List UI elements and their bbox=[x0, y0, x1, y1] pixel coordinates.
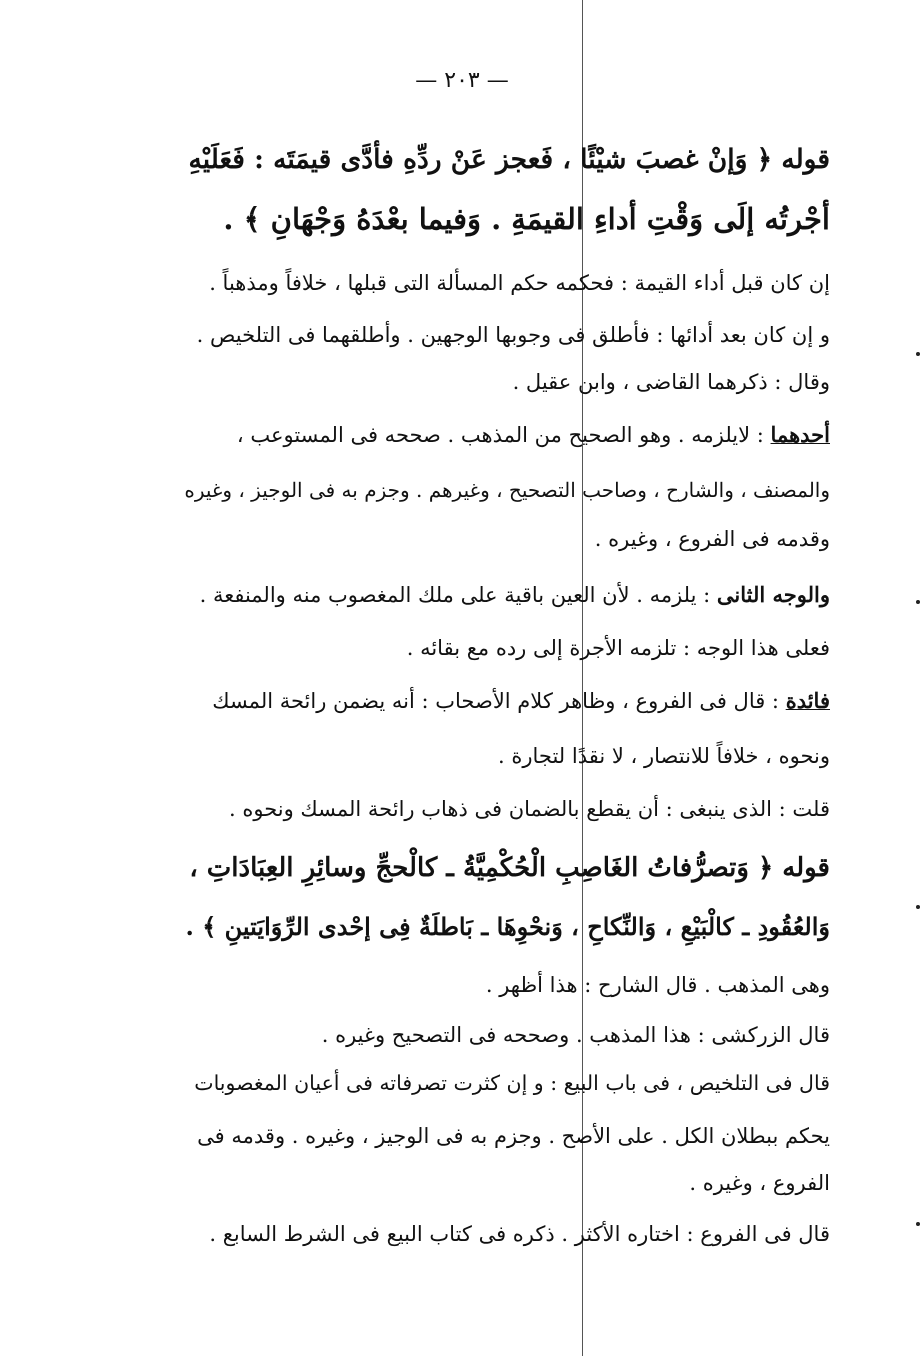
text-line bbox=[237, 420, 830, 450]
text-line bbox=[498, 741, 830, 771]
line-text: قال فى التلخيص ، فى باب البيع : و إن كثرت تصرفاته فى أعيان المغصوبات bbox=[194, 1071, 830, 1095]
line-text: وهى المذهب . قال الشارح : هذا أظهر . bbox=[485, 973, 830, 997]
line-text: : يلزمه . لأن العين باقية على ملك المغصوب منه والمنفعة . bbox=[199, 583, 717, 607]
margin-dot bbox=[916, 905, 920, 909]
line-text: : لايلزمه . وهو الصحيح من المذهب . صححه فى المستوعب ، bbox=[236, 423, 771, 447]
margin-dot bbox=[916, 1222, 920, 1226]
text-line bbox=[197, 1121, 830, 1151]
text-line bbox=[188, 140, 830, 180]
line-lead: فائدة bbox=[785, 688, 830, 713]
text-line bbox=[212, 686, 830, 716]
line-text: قال الزركشى : هذا المذهب . وصححه فى التصحيح وغيره . bbox=[321, 1023, 830, 1047]
line-text: يحكم ببطلان الكل . على الأصح . وجزم به فى الوجيز ، وغيره . وقدمه فى bbox=[197, 1124, 830, 1148]
line-text: قال فى الفروع : اختاره الأكثر . ذكره فى كتاب البيع فى الشرط السابع . bbox=[209, 1222, 830, 1246]
text-line bbox=[322, 1020, 830, 1050]
line-text: وقدمه فى الفروع ، وغيره . bbox=[594, 527, 830, 551]
line-text: فعلى هذا الوجه : تلزمه الأجرة إلى رده مع بقائه . bbox=[406, 636, 830, 660]
text-line bbox=[209, 268, 830, 298]
line-text: ﴿ وَتصرُّفاتُ الغَاصِبِ الْحُكْمِيَّةُ ـ كالْحجِّ وسائِرِ العِبَادَاتِ ، bbox=[189, 853, 783, 883]
text-line bbox=[189, 848, 830, 888]
text-line bbox=[184, 475, 830, 505]
line-text: والمصنف ، والشارح ، وصاحب التصحيح ، وغيرهم . وجزم به فى الوجيز ، وغيره bbox=[184, 478, 830, 502]
line-text: وَالعُقُودِ ـ كالْبَيْعِ ، وَالنِّكاحِ ، وَنحْوِهَا ـ بَاطلَةٌ فِى إحْدى الرِّوَايَتينِ ﴾ . bbox=[185, 912, 830, 941]
line-text: : قال فى الفروع ، وظاهر كلام الأصحاب : أنه يضمن رائحة المسك bbox=[212, 689, 786, 713]
line-text: ﴿ وَإنْ غصبَ شيْئًا ، فَعجز عَنْ ردِّهِ فأدَّى قيمَتَه : فَعَلَيْهِ bbox=[188, 144, 782, 175]
line-lead: أحدهما bbox=[770, 422, 830, 447]
line-text: إن كان قبل أداء القيمة : فحكمه حكم المسألة التى قبلها ، خلافاً ومذهباً . bbox=[209, 271, 830, 295]
text-line bbox=[223, 199, 830, 239]
text-line bbox=[209, 1219, 830, 1249]
line-text: أجْرتُه إلَى وَقْتِ أداءِ القيمَةِ . وَفيما بعْدَهُ وَجْهَانِ ﴾ . bbox=[223, 202, 830, 236]
text-line bbox=[513, 367, 830, 397]
line-lead: قوله bbox=[781, 144, 830, 175]
text-line bbox=[229, 794, 830, 824]
text-line bbox=[689, 1168, 830, 1198]
text-line bbox=[197, 320, 830, 350]
text-line bbox=[186, 907, 830, 947]
line-text: و إن كان بعد أدائها : فأطلق فى وجوبها الوجهين . وأطلقهما فى التلخيص . bbox=[196, 323, 830, 347]
line-text: الفروع ، وغيره . bbox=[689, 1171, 830, 1195]
text-line bbox=[595, 524, 830, 554]
margin-dot bbox=[916, 600, 920, 604]
line-lead: قوله bbox=[782, 853, 830, 883]
text-line bbox=[194, 1068, 830, 1098]
text-line bbox=[486, 970, 830, 1000]
line-lead: والوجه الثانى bbox=[716, 582, 830, 607]
margin-dot bbox=[916, 352, 920, 356]
line-text: وقال : ذكرهما القاضى ، وابن عقيل . bbox=[512, 370, 830, 394]
page-number: — ٢٠٣ — bbox=[415, 68, 509, 93]
text-line bbox=[200, 580, 830, 610]
line-text: قلت : الذى ينبغى : أن يقطع بالضمان فى ذهاب رائحة المسك ونحوه . bbox=[229, 797, 830, 821]
line-text: ونحوه ، خلافاً للانتصار ، لا نقدًا لتجارة . bbox=[498, 744, 830, 768]
text-line bbox=[407, 633, 830, 663]
